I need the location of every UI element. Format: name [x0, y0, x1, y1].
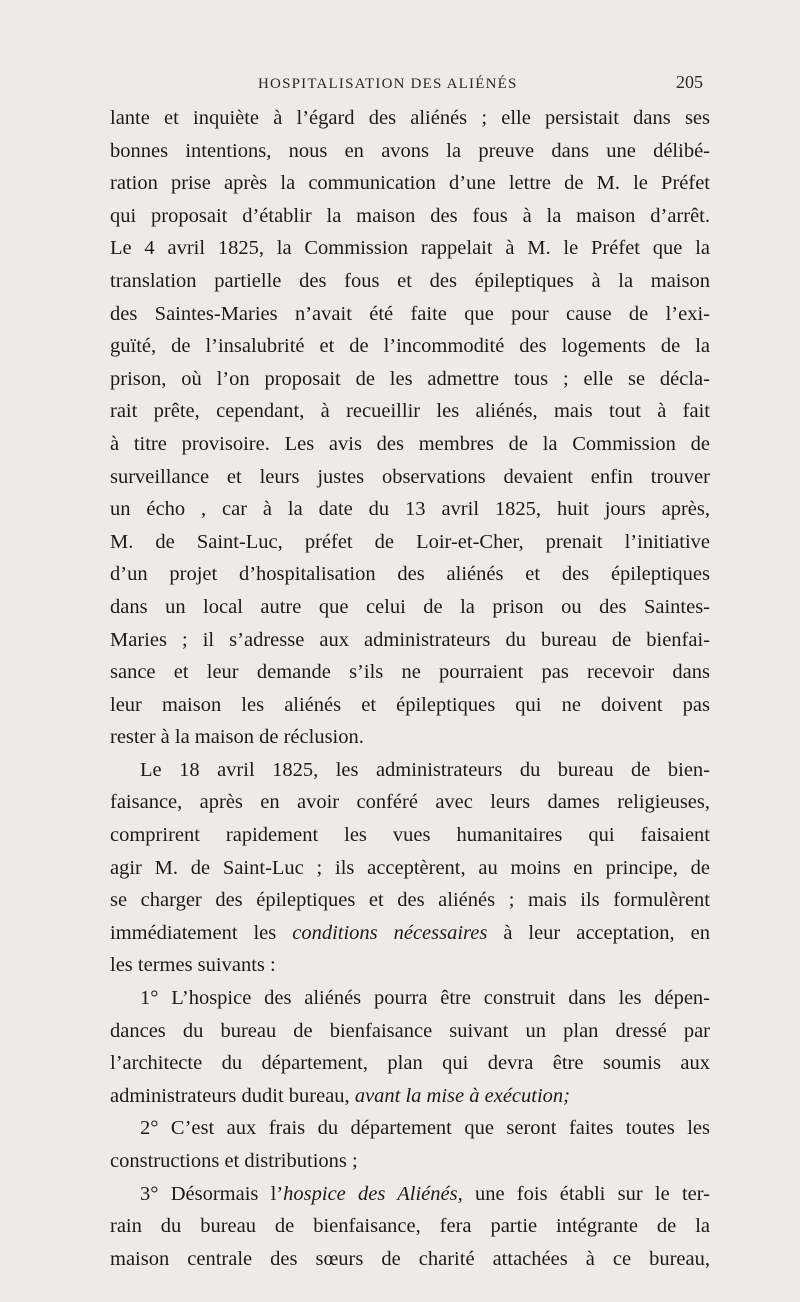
- page-number: 205: [676, 72, 703, 92]
- text-line: bonnes intentions, nous en avons la preuve dans une délibé-: [110, 139, 710, 162]
- text-line: lante et inquiète à l’égard des aliénés ; elle persistait dans ses: [110, 107, 710, 129]
- text-line: qui proposait d’établir la maison des fous à la maison d’arrêt.: [110, 204, 710, 227]
- text-line: maison centrale des sœurs de charité attachées à ce bureau,: [110, 1247, 710, 1270]
- italic-phrase: conditions nécessaires: [292, 921, 488, 944]
- text-line: sance et leur demande s’ils ne pourraient pas recevoir dans: [110, 661, 710, 684]
- text-line: Le 18 avril 1825, les administrateurs du bureau de bien-: [140, 758, 710, 781]
- text-line: prison, où l’on proposait de les admettre tous ; elle se décla-: [110, 367, 710, 390]
- text-line: Maries ; il s’adresse aux administrateurs du bureau de bienfai-: [110, 628, 710, 651]
- text-run: immédiatement les: [110, 921, 293, 944]
- text-line: constructions et distributions ;: [110, 1150, 358, 1172]
- text-run: une fois établi sur le ter-: [462, 1182, 710, 1205]
- text-line: M. de Saint-Luc, préfet de Loir-et-Cher, prenait l’initiative: [110, 530, 710, 553]
- text-line: comprirent rapidement les vues humanitaires qui faisaient: [110, 824, 710, 847]
- text-line: d’un projet d’hospitalisation des aliénés et des épileptiques: [110, 563, 710, 586]
- text-line: surveillance et leurs justes observations devaient enfin trouver: [110, 465, 710, 488]
- italic-phrase: avant la mise à exécution;: [354, 1084, 570, 1107]
- text-line: des Saintes-Maries n’avait été faite que pour cause de l’exi-: [110, 302, 710, 325]
- text-run: administrateurs dudit bureau,: [110, 1084, 355, 1107]
- body-text: [110, 102, 710, 1275]
- text-line: dans un local autre que celui de la prison ou des Saintes-: [110, 595, 710, 618]
- text-line: faisance, après en avoir conféré avec leurs dames religieuses,: [110, 791, 710, 814]
- text-line: à titre provisoire. Les avis des membres de la Commission de: [110, 432, 710, 455]
- text-line: translation partielle des fous et des épileptiques à la maison: [110, 269, 710, 292]
- text-line: l’architecte du département, plan qui devra être soumis aux: [110, 1052, 710, 1075]
- text-line: 1° L’hospice des aliénés pourra être construit dans les dépen-: [140, 987, 710, 1010]
- text-line: les termes suivants :: [110, 954, 276, 977]
- text-line: un écho , car à la date du 13 avril 1825, huit jours après,: [110, 498, 710, 521]
- running-head: HOSPITALISATION DES ALIÉNÉS: [258, 76, 518, 92]
- text-line: guïté, de l’insalubrité et de l’incommodité des logements de la: [110, 335, 710, 358]
- text-line: ration prise après la communication d’une lettre de M. le Préfet: [110, 172, 710, 195]
- text-line: rain du bureau de bienfaisance, fera partie intégrante de la: [110, 1215, 710, 1238]
- text-run: 3° Désormais l’: [140, 1182, 284, 1205]
- text-run: à leur acceptation, en: [487, 921, 710, 944]
- text-line: [110, 1178, 710, 1211]
- text-line: 2° C’est aux frais du département que seront faites toutes les: [140, 1117, 710, 1140]
- text-line: dances du bureau de bienfaisance suivant un plan dressé par: [110, 1019, 710, 1042]
- text-line: rester à la maison de réclusion.: [110, 726, 364, 749]
- text-line: [110, 917, 710, 950]
- text-line: agir M. de Saint-Luc ; ils acceptèrent, au moins en principe, de: [110, 856, 710, 879]
- text-line: [110, 1080, 710, 1113]
- text-line: leur maison les aliénés et épileptiques qui ne doivent pas: [110, 693, 710, 716]
- text-line: Le 4 avril 1825, la Commission rappelait à M. le Préfet que la: [110, 237, 710, 260]
- text-line: rait prête, cependant, à recueillir les aliénés, mais tout à fait: [110, 400, 710, 423]
- text-line: se charger des épileptiques et des aliénés ; mais ils formulèrent: [110, 889, 710, 912]
- italic-phrase: hospice des Aliénés,: [283, 1182, 463, 1205]
